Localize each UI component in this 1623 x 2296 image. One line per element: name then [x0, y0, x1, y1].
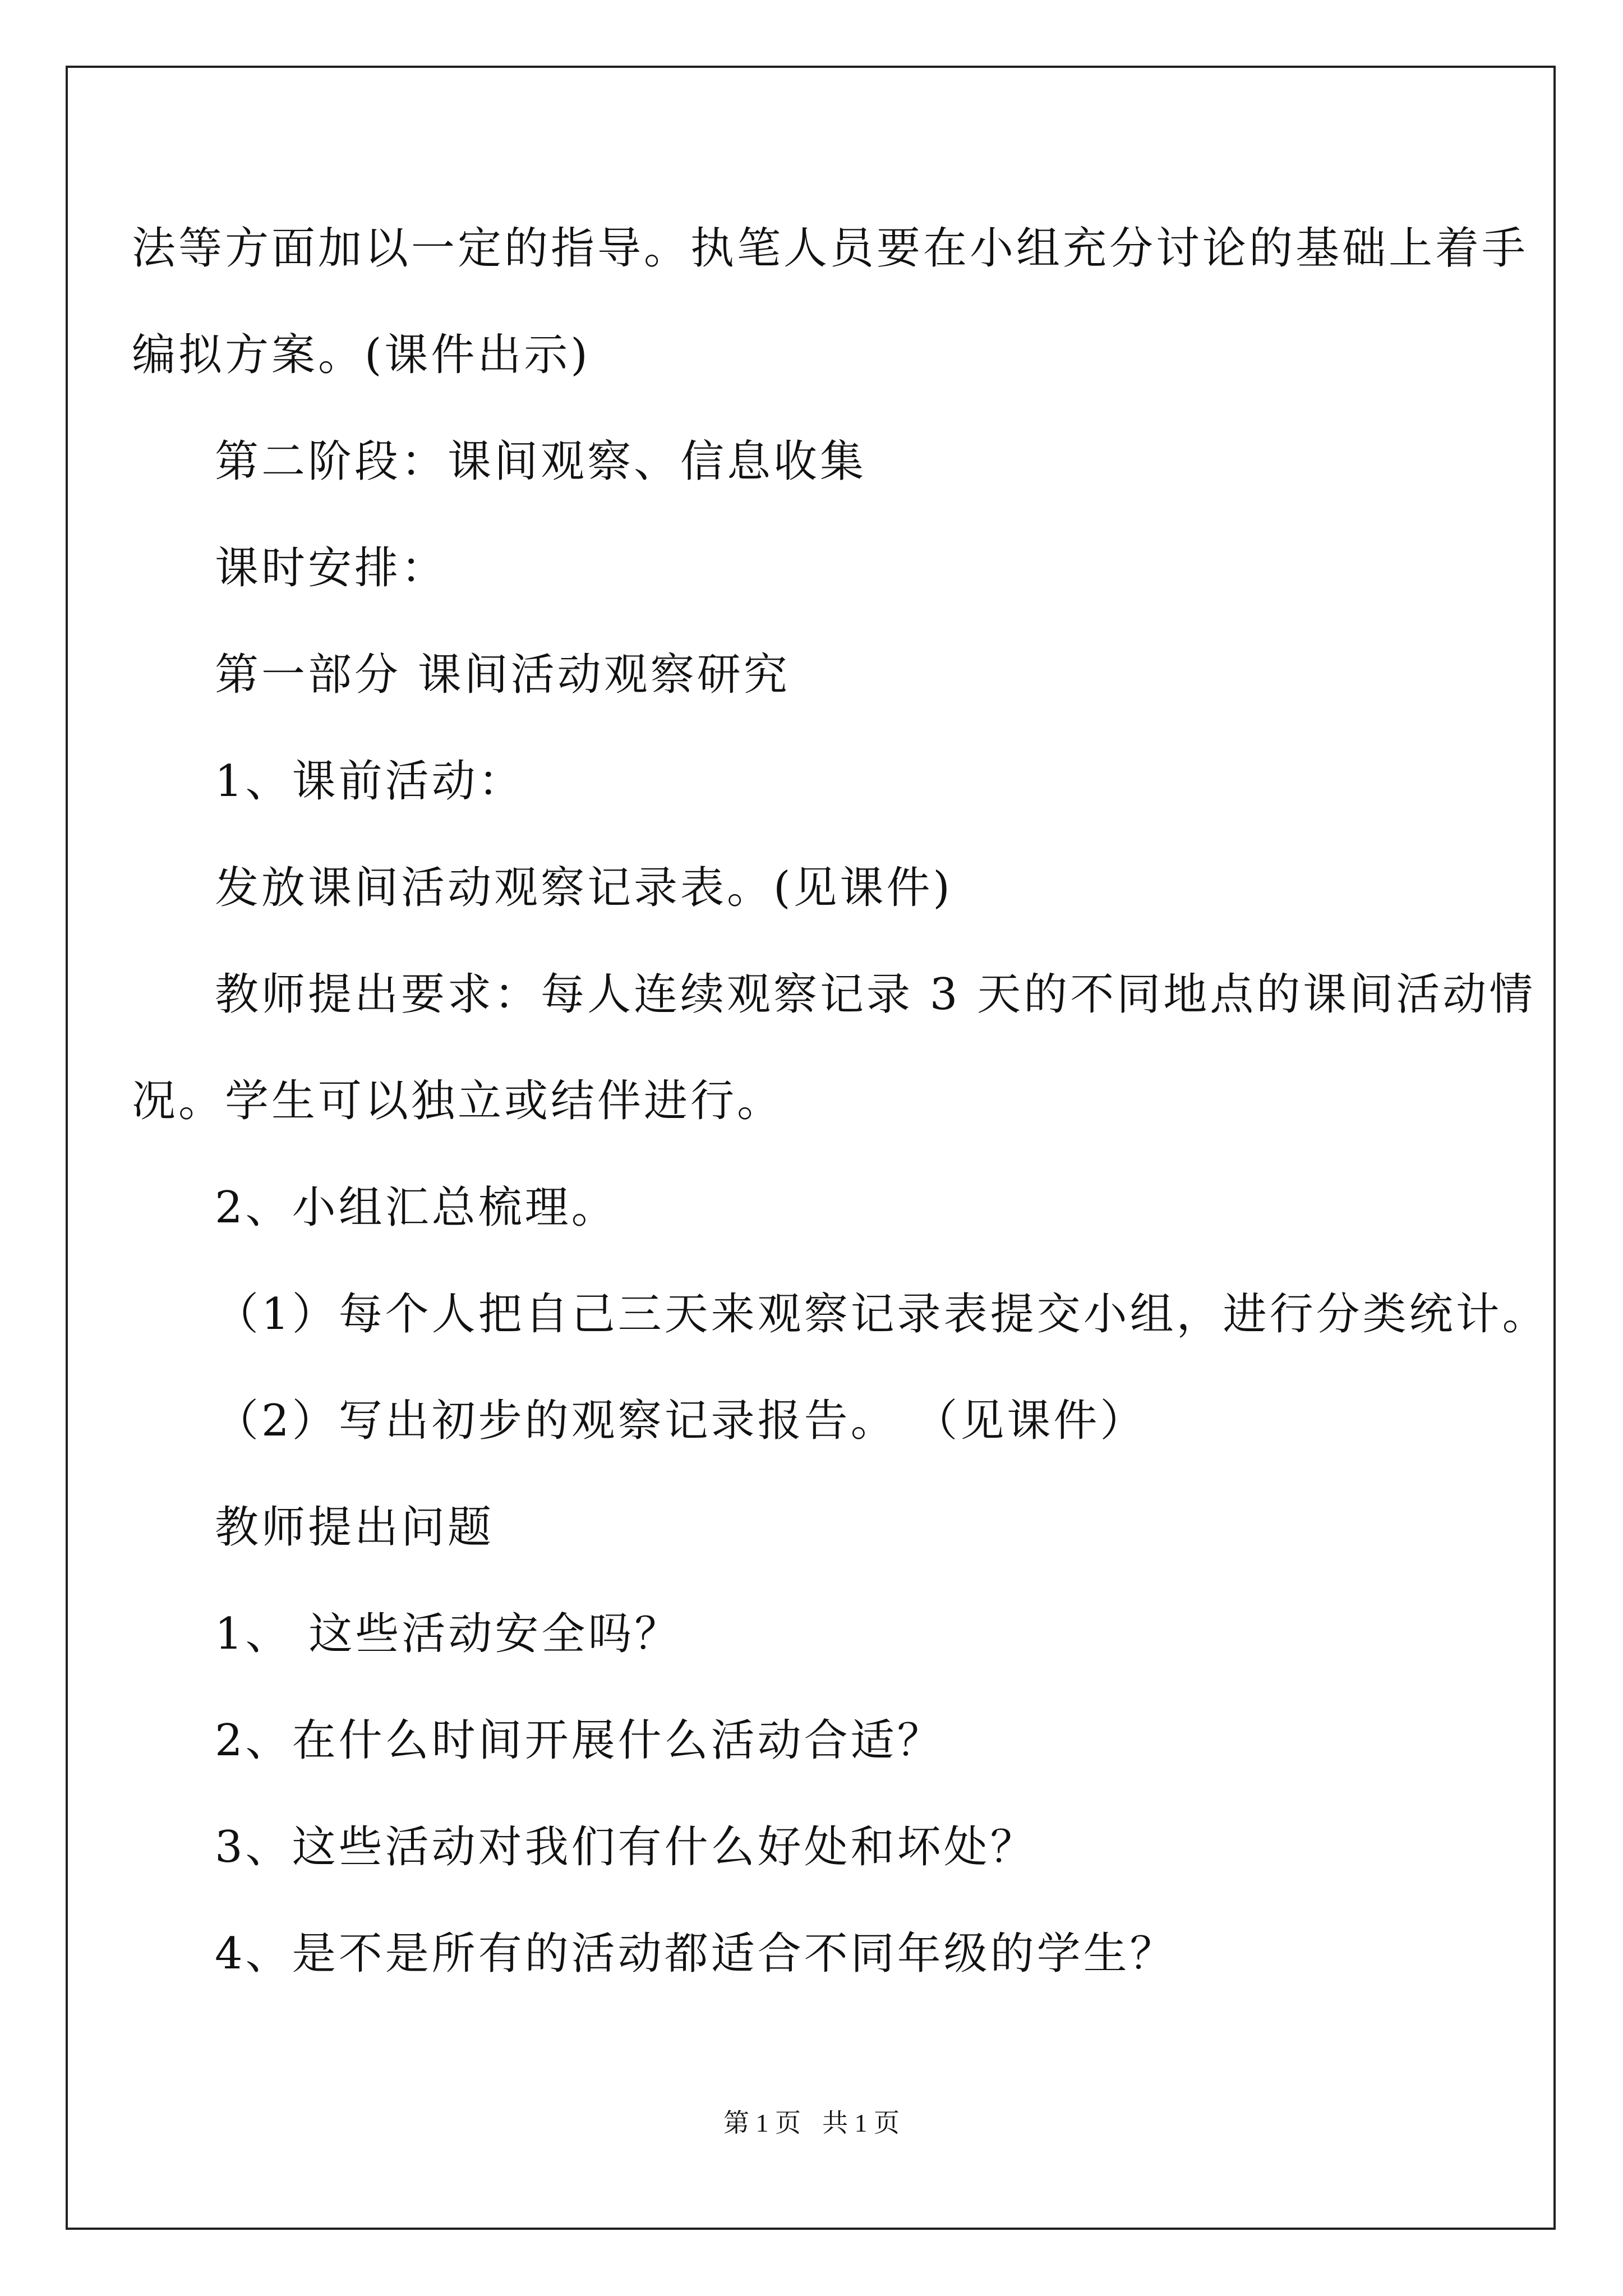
paragraph-line: 法等方面加以一定的指导。执笔人员要在小组充分讨论的基础上着手	[132, 223, 1529, 274]
paragraph-line: 教师提出要求：每人连续观察记录 3 天的不同地点的课间活动情	[215, 969, 1536, 1020]
list-item: 3、这些活动对我们有什么好处和坏处？	[215, 1822, 1037, 1872]
section-heading: 第一部分 课间活动观察研究	[215, 650, 790, 700]
list-item: （1）每个人把自己三天来观察记录表提交小组，进行分类统计。	[215, 1289, 1549, 1340]
paragraph-line: 发放课间活动观察记录表。(见课件)	[215, 863, 953, 913]
list-item: （2）写出初步的观察记录报告。 （见课件）	[215, 1396, 1147, 1446]
section-heading: 第二阶段：课间观察、信息收集	[215, 436, 867, 487]
paragraph-line: 课时安排：	[215, 543, 448, 593]
list-item: 2、小组汇总梳理。	[215, 1182, 618, 1233]
paragraph-line: 教师提出问题	[215, 1502, 495, 1553]
list-item: 4、是不是所有的活动都适合不同年级的学生？	[215, 1929, 1177, 1979]
page-border	[66, 66, 1556, 2230]
page-total: 共 1 页	[822, 2109, 900, 2137]
list-item: 2、在什么时间开展什么活动合适？	[215, 1715, 944, 1766]
page-footer	[0, 2106, 1623, 2140]
page-number: 第 1 页	[723, 2109, 801, 2137]
list-item: 1、课前活动：	[215, 756, 525, 807]
list-item: 1、 这些活动安全吗？	[215, 1609, 681, 1659]
paragraph-line: 况。学生可以独立或结伴进行。	[132, 1076, 784, 1126]
paragraph-line: 编拟方案。(课件出示)	[132, 330, 591, 380]
